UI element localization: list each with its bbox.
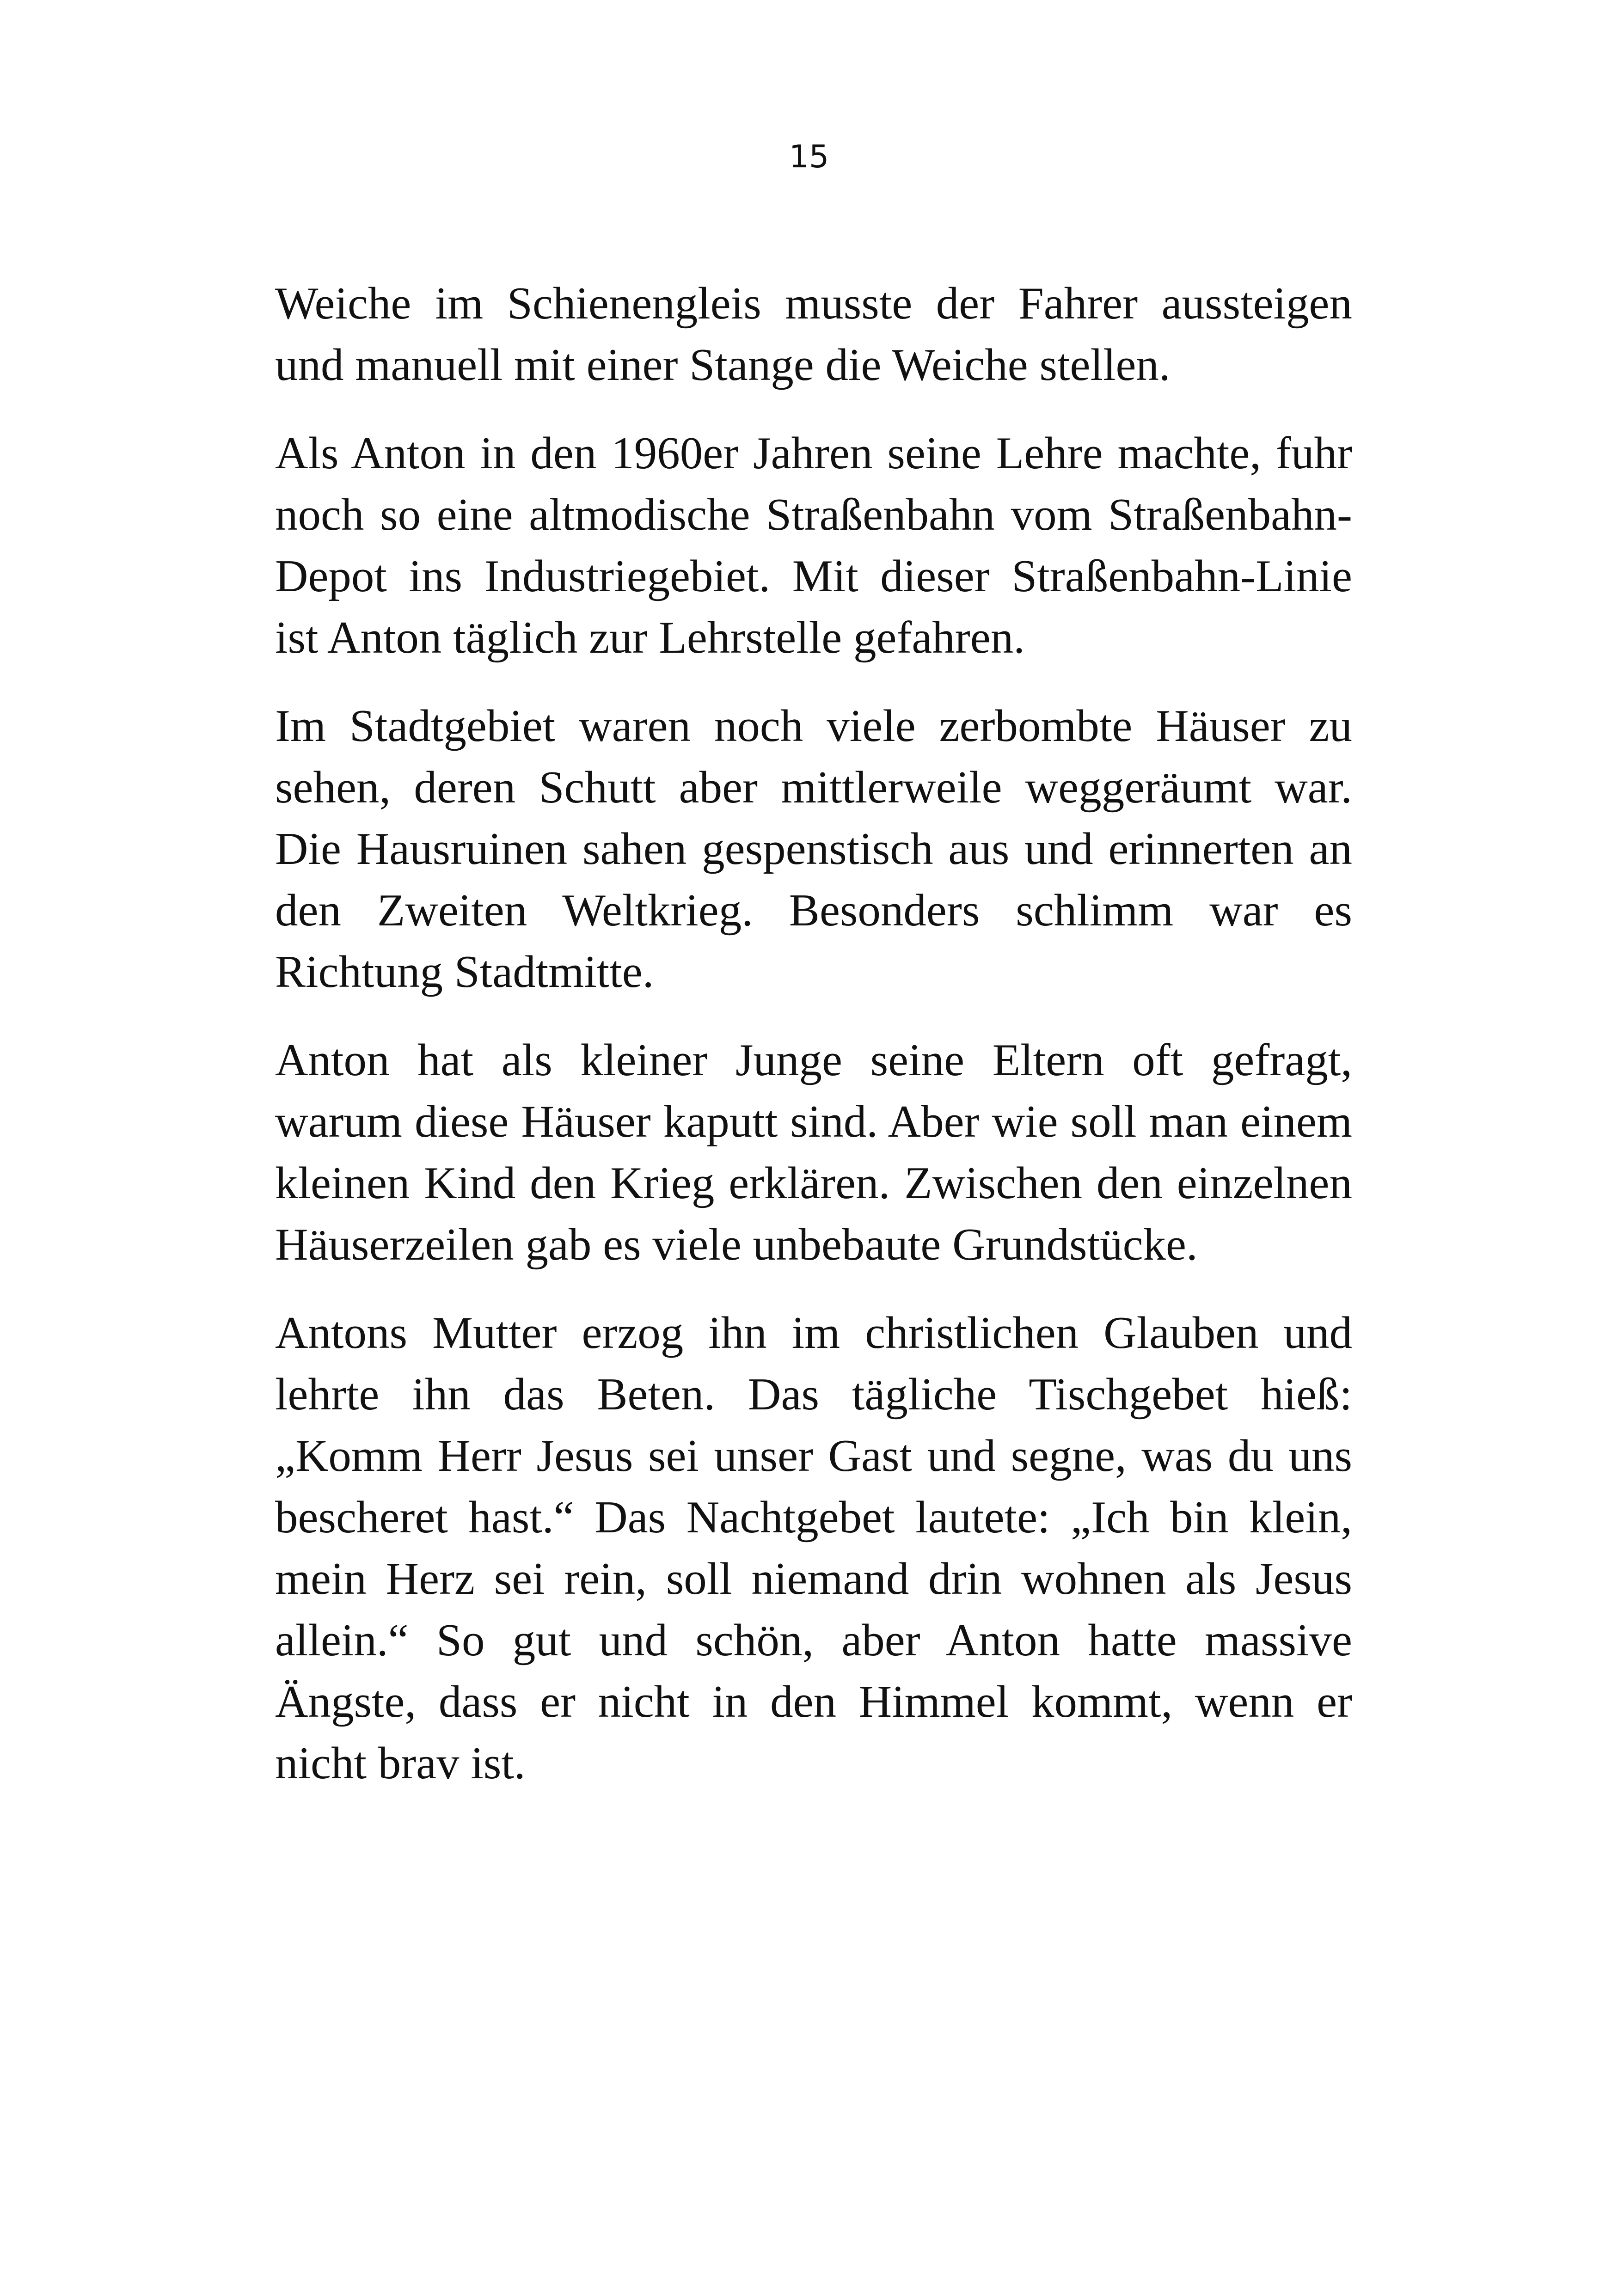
paragraph-1: Weiche im Schienengleis musste der Fahrer aussteigen und manuell mit einer Stange die Weiche stellen.: [275, 278, 1352, 390]
paragraph-5: Antons Mutter erzog ihn im christlichen Glauben und lehrte ihn das Beten. Das tägliche Tischgebet hieß: „Komm Herr Jesus sei unser Gast und segne, was du uns bescheret hast.“ Das Nachtgebet lautete: „Ich bin klein, mein Herz sei rein, soll niemand drin wohnen als Jesus allein.“ So gut und schön, aber Anton hatte massive Ängste, dass er nicht in den Himmel kommt, wenn er nicht brav ist.: [275, 1308, 1352, 1788]
paragraph-4: Anton hat als kleiner Junge seine Eltern oft gefragt, warum diese Häuser kaputt sind. Aber wie soll man einem kleinen Kind den Krieg erklären. Zwischen den einzelnen Häuserzeilen gab es viele unbebaute Grundstücke.: [275, 1035, 1352, 1270]
body-text: [275, 273, 1352, 1821]
page-number: 15: [789, 139, 829, 175]
paragraph-2: Als Anton in den 1960er Jahren seine Lehre machte, fuhr noch so eine altmodische Straßenbahn vom Straßenbahn-Depot ins Industriegebiet. Mit dieser Straßenbahn-Linie ist Anton täglich zur Lehrstelle gefahren.: [275, 428, 1352, 663]
paragraph-3: Im Stadtgebiet waren noch viele zerbombte Häuser zu sehen, deren Schutt aber mittlerweile weggeräumt war. Die Hausruinen sahen gespenstisch aus und erinnerten an den Zweiten Weltkrieg. Besonders schlimm war es Richtung Stadtmitte.: [275, 701, 1352, 997]
